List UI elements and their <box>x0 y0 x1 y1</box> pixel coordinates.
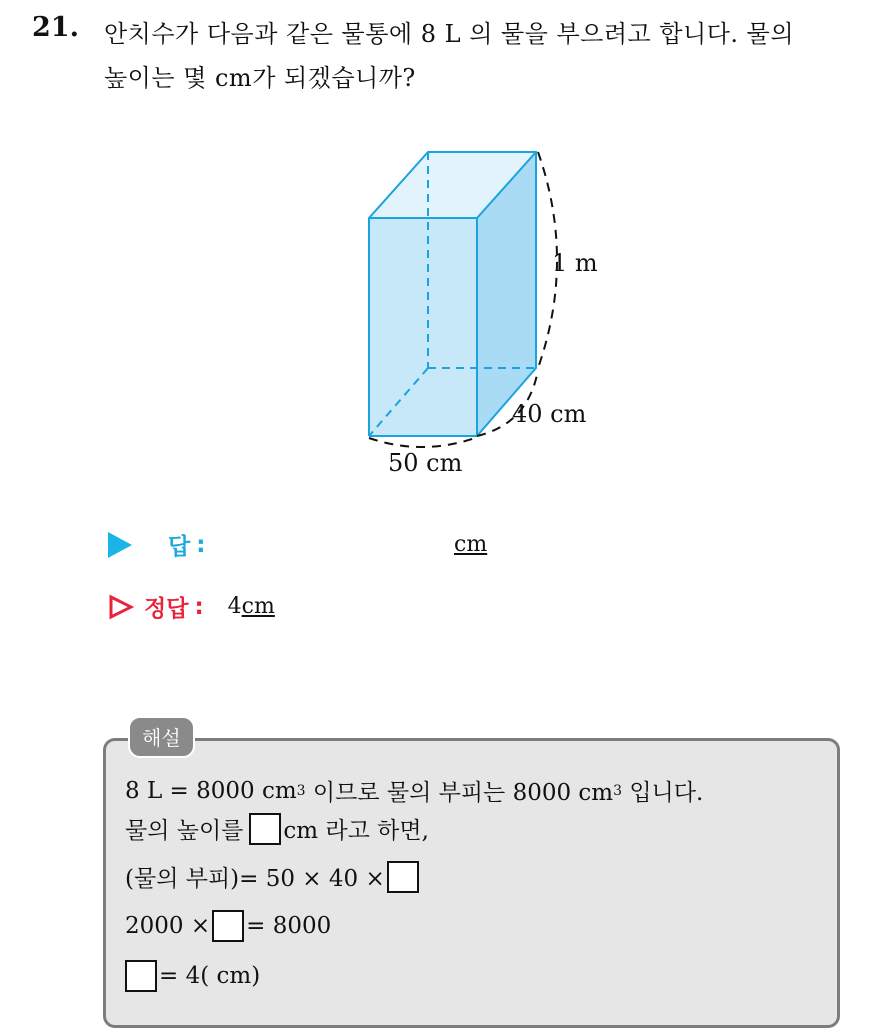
correct-answer-unit: cm <box>241 594 275 619</box>
exp-line2-a: 물의 높이를 <box>125 818 244 844</box>
answer-row <box>108 528 205 561</box>
correct-answer-row <box>108 590 275 623</box>
explanation-line-3 <box>125 860 421 893</box>
correct-answer-value: 4 <box>227 594 242 619</box>
exp-line1-sup: 3 <box>296 782 306 799</box>
exp-line1-a: 8 L = 8000 cm <box>125 777 297 804</box>
exp-line1-sup2: 3 <box>613 782 623 799</box>
outline-triangle-icon <box>108 594 134 620</box>
answer-colon: : <box>196 531 206 558</box>
correct-answer-label: 정답 <box>144 596 189 622</box>
exp-line4-b: = 8000 <box>246 913 332 939</box>
explanation-line-1 <box>125 774 703 807</box>
explanation-line-4 <box>125 910 331 942</box>
answer-label: 답 <box>168 534 191 560</box>
width-label: 50 cm <box>388 449 463 477</box>
explanation-line-5 <box>125 960 260 992</box>
question-text-line1: 안치수가 다음과 같은 물통에 8 L 의 물을 부으려고 합니다. 물의 <box>104 20 795 48</box>
blank-box <box>125 960 157 992</box>
exp-line3-a: (물의 부피)= 50 × 40 × <box>125 866 385 892</box>
blank-box <box>212 910 244 942</box>
exp-line5-b: = 4( cm) <box>159 963 261 989</box>
depth-label: 40 cm <box>512 400 587 428</box>
water-tank-figure <box>340 138 620 483</box>
blank-box <box>249 813 281 845</box>
question-number: 21. <box>32 12 79 43</box>
tank-front-face <box>369 218 477 436</box>
exp-line1-c: 입니다. <box>622 780 704 806</box>
play-triangle-icon <box>108 532 132 558</box>
exp-line1-b: 이므로 물의 부피는 8000 cm <box>305 780 614 806</box>
correct-answer-colon: : <box>194 593 204 620</box>
question-text-line2: 높이는 몇 cm가 되겠습니까? <box>104 64 416 92</box>
exp-line2-b: cm 라고 하면, <box>283 818 429 844</box>
explanation-line-2 <box>125 812 429 845</box>
explanation-tab: 해설 <box>128 716 195 758</box>
exp-line4-a: 2000 × <box>125 913 211 939</box>
blank-box <box>387 861 419 893</box>
question-text <box>104 12 874 100</box>
height-label: 1 m <box>552 249 598 277</box>
answer-unit: cm <box>454 532 488 557</box>
